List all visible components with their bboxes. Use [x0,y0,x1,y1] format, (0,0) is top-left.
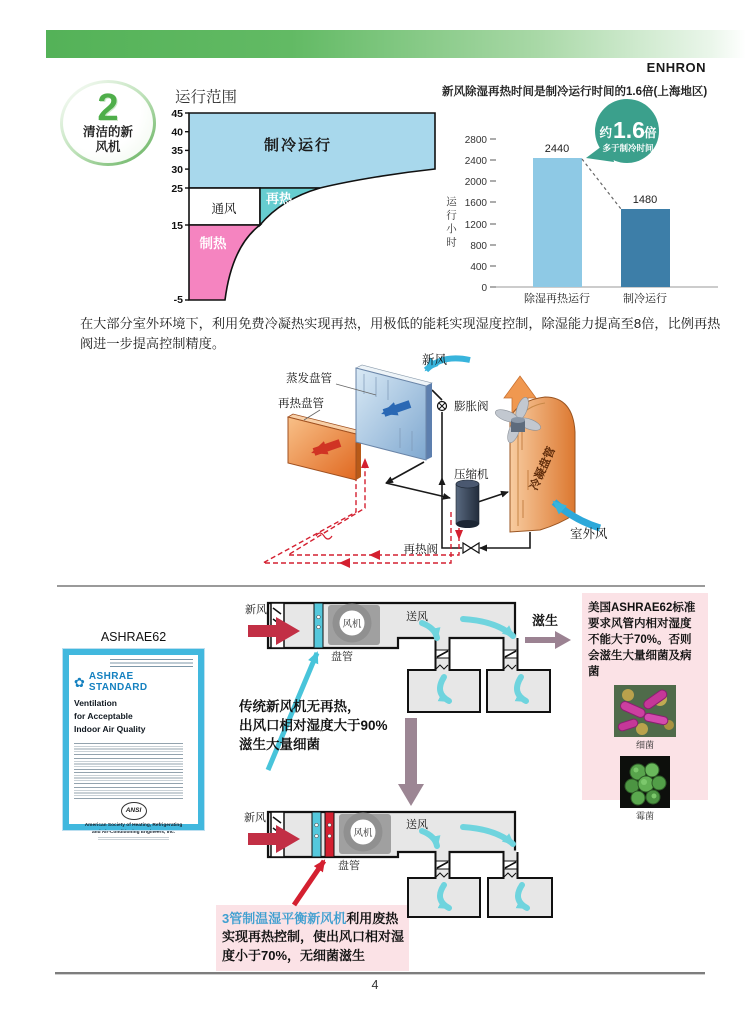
reheat-coil-label: 再热盘管 [278,398,324,410]
fan-label: 风机 [342,619,362,630]
fresh-air-label: 新风 [422,353,448,367]
fresh-air-label: 新风 [244,812,266,824]
header-green-bar [46,30,746,58]
range-chart [158,103,448,311]
svg-text:1200: 1200 [464,220,487,231]
svg-text:400: 400 [470,262,487,273]
ratio-bubble [586,99,659,163]
condenser-label: 冷凝盘管 [528,445,559,493]
ansi-logo: ANSI [121,802,147,820]
label-cooling: 制冷运行 [263,137,333,154]
compressor-label: 压缩机 [454,469,489,481]
svg-text:约: 约 [599,126,612,140]
section-badge-inner [63,83,153,163]
footer-rule [55,972,705,975]
hours-chart-ylabel: 运行小时 [445,196,457,250]
intro-paragraph: 在大部分室外环境下，利用免费冷凝热实现再热，用极低的能耗实现湿度控制，除湿能力提高至8倍，比例再热阀进一步提高控制精度。 [80,316,721,352]
damper-2 [504,861,517,869]
reheat-coil-panel [288,414,361,480]
badge-label-line1: 清洁的新 [82,125,133,139]
fresh-air-label: 新风 [245,604,267,616]
damper-2 [504,650,517,658]
coil-label: 盘管 [338,860,360,872]
badge-number: 2 [97,87,119,129]
range-chart-title: 运行范围 [175,89,238,106]
svg-text:多于制冷时间: 多于制冷时间 [602,143,654,153]
warning-text: 美国ASHRAE62标准要求风管内相对湿度不能大于70%。否则会滋生大量细菌及病菌 [588,602,696,679]
svg-text:35: 35 [171,145,183,157]
breed-label: 滋生 [532,613,559,628]
cover-body-lines-1 [74,743,183,755]
warning-box [582,593,708,822]
hours-chart [440,95,730,310]
bar1-label: 除湿再热运行 [524,293,590,305]
ahu-diagram-bottom [238,805,574,925]
bar2-value: 1480 [632,194,658,206]
svg-text:倍: 倍 [644,126,657,140]
ashrae-caption: ASHRAE62 [100,630,167,644]
damper-1 [436,650,449,658]
brand-text: ENHRON [646,60,706,75]
bar1-value: 2440 [544,143,570,155]
note-rest: 利用废热实现再热控制，使出风口相对湿度小于70%，无细菌滋生 [222,911,405,963]
svg-text:25: 25 [171,183,183,195]
svg-text:-5: -5 [173,294,183,306]
reheat-valve-label: 再热阀 [403,544,438,556]
evaporator-label: 蒸发盘管 [286,373,332,385]
mold-image [620,756,670,808]
coil-label: 盘管 [331,651,353,663]
section-divider [57,585,705,587]
compressor [454,467,489,528]
ashrae-cover [63,649,204,835]
badge-label-line2: 风机 [95,140,121,154]
page-number: 4 [371,978,379,992]
svg-text:2800: 2800 [464,135,487,146]
bacteria-caption: 细菌 [635,740,654,751]
bar2-label: 制冷运行 [623,293,667,305]
hours-chart-title: 新风除湿再热时间是制冷运行时间的1.6倍(上海地区) [442,86,708,98]
supply-air-label: 送风 [406,819,428,831]
svg-text:30: 30 [171,164,183,176]
comparison-dashed-line [582,159,621,209]
reheat-pointer-arrow [294,861,324,905]
fan [339,814,391,854]
supply-air-label: 送风 [406,611,428,623]
duct-body [268,812,515,857]
ashrae-logo-icon: ✿ [74,674,85,690]
fan-label: 风机 [353,828,373,839]
hours-chart-yticks [465,135,496,294]
label-reheat: 再热 [265,191,293,206]
breed-arrow [525,631,571,649]
cover-title: Ventilation for Acceptable Indoor Air Quality [74,698,146,735]
refrigeration-cycle-diagram [228,350,662,582]
cover-body-lines-3 [74,787,183,799]
svg-text:15: 15 [171,220,183,232]
svg-text:1600: 1600 [464,198,487,209]
expansion-valve-label: 膨胀阀 [454,401,489,413]
cover-org-name: American Society of Heating, Refrigerating and Air-Conditioning Engineers, Inc. [84,822,183,835]
svg-text:40: 40 [171,126,183,139]
evaporator-panel [356,365,432,460]
svg-text:1.6: 1.6 [613,117,645,143]
svg-text:45: 45 [171,108,183,120]
fan [328,605,380,645]
damper-1 [436,861,449,869]
svg-text:2400: 2400 [464,156,487,167]
cover-header-lines [110,659,193,669]
mold-caption: 霉菌 [635,811,654,822]
ashrae-standard-title: ASHRAE STANDARD [88,671,148,693]
label-vent: 通风 [211,202,237,216]
svg-text:800: 800 [470,241,487,252]
cover-body-lines-2 [74,758,183,784]
bacteria-image [614,685,676,737]
svg-text:0: 0 [481,283,487,294]
outdoor-air-label: 室外风 [570,527,608,541]
section-badge [60,80,156,166]
note-highlight: 3管制温湿平衡新风机 [222,911,347,926]
traditional-ahu-note: 传统新风机无再热， 出风口相对湿度大于90% 滋生大量细菌 [239,699,388,753]
bar-cooling [621,209,670,287]
range-chart-yticks [171,108,189,306]
bar-dehumid-reheat [533,158,582,287]
label-heating: 制热 [199,236,227,251]
cover-address-line [98,837,169,842]
svg-text:2000: 2000 [464,177,487,188]
duct-body [268,603,515,648]
